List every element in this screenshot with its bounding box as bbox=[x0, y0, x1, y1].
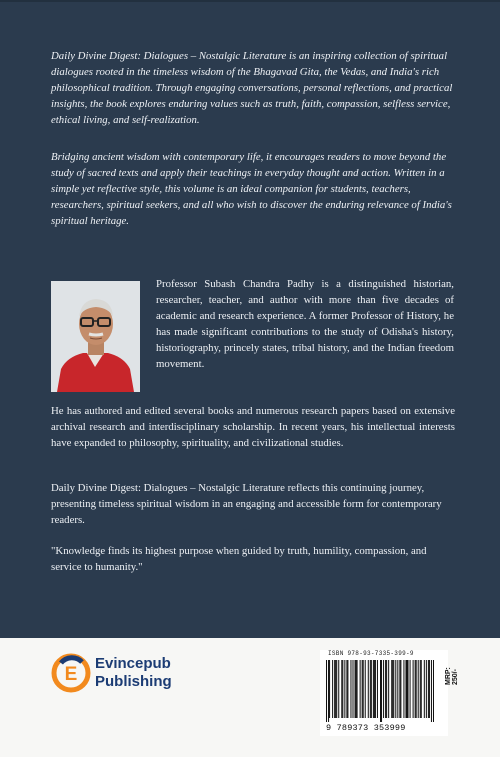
barcode-bar bbox=[385, 660, 386, 718]
publisher-name-suffix: Publishing bbox=[95, 673, 172, 690]
barcode-bar bbox=[332, 660, 333, 718]
barcode-bar bbox=[334, 660, 335, 718]
barcode-bar bbox=[338, 660, 339, 718]
barcode-bar bbox=[399, 660, 400, 718]
author-photo bbox=[51, 281, 140, 392]
barcode-bar bbox=[371, 660, 372, 718]
barcode-bar bbox=[433, 660, 434, 722]
publisher-e-icon bbox=[51, 653, 91, 693]
barcode-bar bbox=[335, 660, 336, 718]
barcode-bar bbox=[421, 660, 422, 718]
barcode-bar bbox=[363, 660, 364, 718]
barcode-bar bbox=[386, 660, 387, 718]
barcode-bar bbox=[341, 660, 342, 718]
barcode-bar bbox=[403, 660, 404, 718]
barcode-bar bbox=[383, 660, 384, 718]
barcode-bar bbox=[329, 660, 330, 718]
barcode-bar bbox=[356, 660, 357, 718]
barcode-bar bbox=[350, 660, 351, 718]
author-quote: "Knowledge finds its highest purpose when guided by truth, humility, compassion, and service to humanity." bbox=[51, 545, 427, 574]
barcode-bar bbox=[342, 660, 343, 718]
barcode-bar bbox=[391, 660, 392, 718]
barcode-bar bbox=[400, 660, 401, 718]
barcode-bar bbox=[357, 660, 358, 718]
svg-text:E: E bbox=[64, 664, 78, 685]
barcode-bar bbox=[424, 660, 425, 718]
barcode-bar bbox=[328, 660, 329, 722]
barcode-bar bbox=[344, 660, 345, 718]
barcode-bar bbox=[415, 660, 416, 718]
barcode-bar bbox=[352, 660, 353, 718]
barcode-bar bbox=[431, 660, 432, 722]
description-paragraph-2: Bridging ancient wisdom with contemporary life, it encourages readers to move beyond the study of sacred texts and apply their teachings in everyday thought and action. Written in a simple yet reflective style, this volume is an ideal companion for students, teachers, researchers, spiritual seekers, and all who wish to discover the enduring relevance of India's spiritual heritage. bbox=[51, 151, 452, 228]
barcode-bar bbox=[381, 660, 382, 722]
barcode-bar bbox=[368, 660, 369, 718]
author-portrait-image bbox=[51, 281, 140, 392]
author-bio-paragraph-1: Professor Subash Chandra Padhy is a distinguished historian, researcher, teacher, and author with more than five decades of academic and research experience. A former Professor of History, he has made significant contributions to the study of Odisha's history, historiography, princely states, tribal history, and the Indian freedom movement. bbox=[156, 278, 454, 371]
barcode-bar bbox=[418, 660, 419, 718]
barcode-bar bbox=[408, 660, 409, 718]
top-edge bbox=[0, 0, 500, 2]
barcode-bar bbox=[429, 660, 430, 718]
barcode-bar bbox=[365, 660, 366, 718]
barcode-bar bbox=[373, 660, 374, 718]
barcode-bar bbox=[377, 660, 378, 718]
price-label: MRP: 250/- bbox=[445, 667, 459, 685]
barcode-bar bbox=[355, 660, 356, 718]
barcode-bar bbox=[370, 660, 371, 718]
author-bio-paragraph-3: Daily Divine Digest: Dialogues – Nostalgic Literature reflects this continuing journey, presenting timeless spiritual wisdom in an engaging and accessible form for contemporary readers. bbox=[51, 482, 442, 527]
barcode-bar bbox=[374, 660, 375, 718]
barcode-bar bbox=[416, 660, 417, 718]
barcode-bar bbox=[326, 660, 327, 722]
barcode-bar bbox=[392, 660, 393, 718]
barcode-bar bbox=[406, 660, 407, 718]
barcode-bars bbox=[326, 660, 434, 722]
isbn-label: ISBN 978-93-7335-399-9 bbox=[328, 650, 414, 657]
barcode-bar bbox=[428, 660, 429, 718]
barcode-bar bbox=[420, 660, 421, 718]
barcode-bar bbox=[380, 660, 381, 722]
barcode-bar bbox=[395, 660, 396, 718]
author-bio-paragraph-2: He has authored and edited several books and numerous research papers based on extensive archival research and interdisciplinary scholarship. In recent years, his intellectual interests have expanded to philosophy, spirituality, and civilizational studies. bbox=[51, 405, 455, 450]
barcode-bar bbox=[347, 660, 348, 718]
description-paragraph-1: Daily Divine Digest: Dialogues – Nostalgic Literature is an inspiring collection of spiritual dialogues rooted in the timeless wisdom of the Bhagavad Gita, the Vedas, and India's rich philosophical tradition. Through engaging conversations, personal reflections, and practical insights, the book explores enduring values such as truth, faith, compassion, selfless service, ethical living, and self-realization. bbox=[51, 50, 453, 127]
publisher-logo bbox=[51, 653, 181, 697]
barcode-bar bbox=[346, 660, 347, 718]
barcode-bar bbox=[393, 660, 394, 718]
barcode-bar bbox=[362, 660, 363, 718]
barcode-bar bbox=[375, 660, 376, 718]
barcode-bar bbox=[410, 660, 411, 718]
isbn-digits: 9 789373 353999 bbox=[326, 723, 406, 733]
barcode-bar bbox=[426, 660, 427, 718]
barcode-bar bbox=[360, 660, 361, 718]
barcode-bar bbox=[413, 660, 414, 718]
barcode-bar bbox=[388, 660, 389, 718]
barcode-bar bbox=[397, 660, 398, 718]
publisher-name: Evincepub bbox=[95, 655, 171, 672]
barcode-bar bbox=[405, 660, 406, 718]
barcode-bar bbox=[336, 660, 337, 718]
